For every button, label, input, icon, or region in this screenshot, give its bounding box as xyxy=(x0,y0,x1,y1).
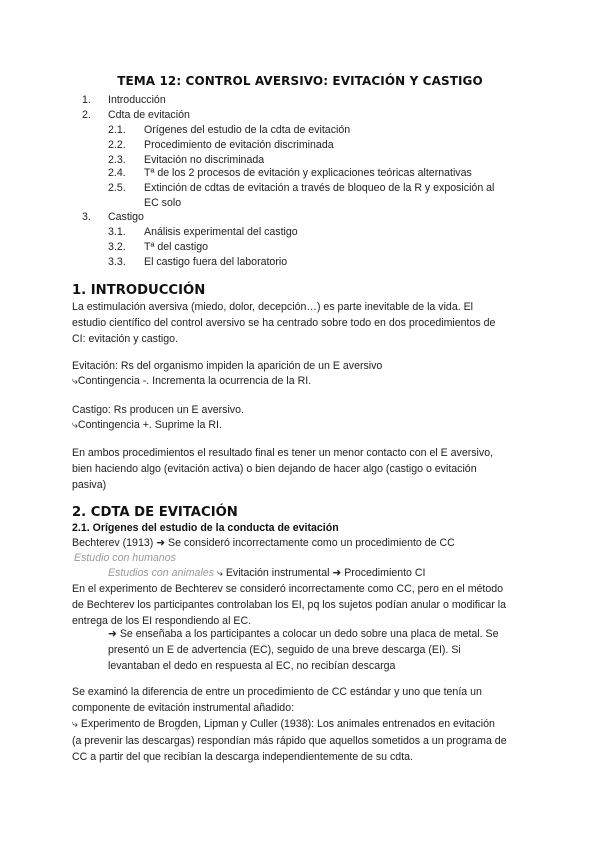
toc-number: 2. xyxy=(82,109,91,121)
castigo-definition: Castigo: Rs producen un E aversivo. xyxy=(72,404,244,416)
toc-text: Procedimiento de evitación discriminada xyxy=(144,139,334,151)
subsection-heading-origenes: 2.1. Orígenes del estudio de la conducta de evitación xyxy=(72,522,339,534)
toc-text: Castigo xyxy=(108,211,144,223)
text-line: En el experimento de Bechterev se consideró incorrectamente como CC, pero en el método xyxy=(72,583,504,595)
text-line: levantaban el dedo en respuesta al EC, no recibían descarga xyxy=(108,660,396,673)
toc-number: 3.1. xyxy=(108,226,126,238)
toc-text: Análisis experimental del castigo xyxy=(144,226,298,238)
humans-label: Estudio con humanos xyxy=(74,552,176,564)
text-line: (a prevenir las descargas) respondían más rápido que aquellos sometidos a un programa de xyxy=(72,734,507,747)
text-line: presentó un E de advertencia (EC), seguido de una breve descarga (EI). Si xyxy=(108,644,461,657)
section-heading-evitacion: 2. CDTA DE EVITACIÓN xyxy=(72,505,238,520)
toc-text: El castigo fuera del laboratorio xyxy=(144,256,288,268)
text-line: pasiva) xyxy=(72,479,107,492)
toc-text: Extinción de cdtas de evitación a través de bloqueo de la R y exposición al xyxy=(144,182,495,194)
toc-text: Introducción xyxy=(108,94,166,106)
animals-result: ⤷ Evitación instrumental ➜ Procedimiento CI xyxy=(216,567,426,579)
text-line: La estimulación aversiva (miedo, dolor, decepción…) es parte inevitable de la vida. El xyxy=(72,301,474,313)
detail-paragraph xyxy=(108,626,528,675)
summary-paragraph xyxy=(72,445,532,494)
text-line: componente de evitación instrumental añadido: xyxy=(72,702,295,715)
intro-paragraph xyxy=(72,299,532,348)
experiment-paragraph xyxy=(72,581,532,630)
text-line: CC a partir del que recibían la descarga independientemente de su cdta. xyxy=(72,750,413,763)
page-title: TEMA 12: CONTROL AVERSIVO: EVITACIÓN Y CASTIGO xyxy=(117,74,483,88)
text-line: estudio científico del control aversivo se ha centrado sobre todo en dos procedimientos de xyxy=(72,317,496,330)
toc-number: 2.3. xyxy=(108,154,126,166)
text-line: ⤷ Experimento de Brogden, Lipman y Culler (1938): Los animales entrenados en evitación xyxy=(72,718,495,731)
toc-text: Tª de los 2 procesos de evitación y explicaciones teóricas alternativas xyxy=(144,167,472,179)
text-line: Se examinó la diferencia de entre un procedimiento de CC estándar y uno que tenía un xyxy=(72,686,482,698)
toc-text: Tª del castigo xyxy=(144,241,208,253)
toc-number: 2.4. xyxy=(108,167,126,179)
text-line: bien haciendo algo (evitación activa) o bien dejando de hacer algo (castigo o evitación xyxy=(72,463,477,476)
evitacion-contingency: ⤷Contingencia -. Incrementa la ocurrencia de la RI. xyxy=(72,375,312,387)
toc-text: Cdta de evitación xyxy=(108,109,190,121)
animals-line xyxy=(108,567,425,580)
text-line: En ambos procedimientos el resultado final es tener un menor contacto con el E aversivo, xyxy=(72,447,494,459)
toc-text: EC solo xyxy=(144,197,182,209)
toc-number: 2.1. xyxy=(108,124,126,136)
toc-number: 2.5. xyxy=(108,182,126,194)
animals-label: Estudios con animales xyxy=(108,567,214,579)
section-heading-introduccion: 1. INTRODUCCIÓN xyxy=(72,283,206,298)
comparison-paragraph xyxy=(72,684,532,765)
castigo-contingency: ⤷Contingencia +. Suprime la RI. xyxy=(72,419,222,431)
toc-number: 3.3. xyxy=(108,256,126,268)
text-line: de Bechterev los participantes controlaban los EI, pq los sujetos podían anular o modificar la xyxy=(72,599,507,612)
evitacion-definition: Evitación: Rs del organismo impiden la aparición de un E aversivo xyxy=(72,360,383,372)
toc-number: 3.2. xyxy=(108,241,126,253)
toc-text: Orígenes del estudio de la cdta de evitación xyxy=(144,124,351,136)
toc-number: 2.2. xyxy=(108,139,126,151)
toc-text: Evitación no discriminada xyxy=(144,154,265,166)
text-line: entrega de los EI respondiendo al EC. xyxy=(72,615,252,628)
toc-number: 1. xyxy=(82,94,91,106)
text-line: CI: evitación y castigo. xyxy=(72,333,178,346)
toc-number: 3. xyxy=(82,211,91,223)
bechterev-line: Bechterev (1913) ➜ Se consideró incorrectamente como un procedimiento de CC xyxy=(72,537,455,549)
text-line: ➜ Se enseñaba a los participantes a colocar un dedo sobre una placa de metal. Se xyxy=(108,628,499,640)
